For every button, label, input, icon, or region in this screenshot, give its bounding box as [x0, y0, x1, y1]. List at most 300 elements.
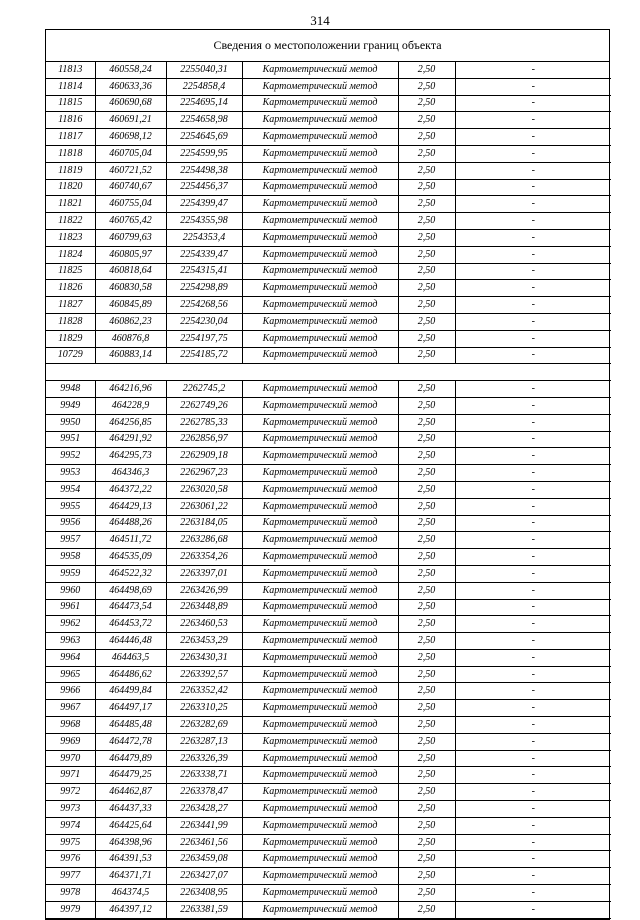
separator-cell — [46, 364, 611, 381]
point-number-cell: 11817 — [46, 129, 95, 146]
x-coordinate-cell: 464486,62 — [95, 666, 166, 683]
point-number-cell: 10729 — [46, 347, 95, 364]
table-row — [46, 145, 611, 162]
x-coordinate-cell: 460876,8 — [95, 330, 166, 347]
point-number-cell: 9969 — [46, 733, 95, 750]
y-coordinate-cell: 2254197,75 — [166, 330, 242, 347]
y-coordinate-cell: 2263338,71 — [166, 767, 242, 784]
point-number-cell: 9973 — [46, 801, 95, 818]
y-coordinate-cell: 2263061,22 — [166, 498, 242, 515]
table-row — [46, 515, 611, 532]
description-cell: - — [455, 515, 611, 532]
y-coordinate-cell: 2254230,04 — [166, 313, 242, 330]
y-coordinate-cell: 2263378,47 — [166, 784, 242, 801]
description-cell: - — [455, 62, 611, 78]
table-row — [46, 784, 611, 801]
point-number-cell: 9958 — [46, 549, 95, 566]
point-number-cell: 9968 — [46, 717, 95, 734]
table-row — [46, 834, 611, 851]
y-coordinate-cell: 2263354,26 — [166, 549, 242, 566]
point-number-cell: 9952 — [46, 448, 95, 465]
table-row — [46, 868, 611, 885]
y-coordinate-cell: 2263286,68 — [166, 532, 242, 549]
x-coordinate-cell: 464488,26 — [95, 515, 166, 532]
y-coordinate-cell: 2254858,4 — [166, 78, 242, 95]
table-row — [46, 196, 611, 213]
description-cell: - — [455, 313, 611, 330]
method-cell: Картометрический метод — [242, 145, 398, 162]
accuracy-cell: 2,50 — [398, 95, 455, 112]
table-row — [46, 616, 611, 633]
table-row — [46, 599, 611, 616]
accuracy-cell: 2,50 — [398, 381, 455, 398]
table-row — [46, 280, 611, 297]
accuracy-cell: 2,50 — [398, 246, 455, 263]
accuracy-cell: 2,50 — [398, 397, 455, 414]
method-cell: Картометрический метод — [242, 162, 398, 179]
y-coordinate-cell: 2263460,53 — [166, 616, 242, 633]
point-number-cell: 11823 — [46, 229, 95, 246]
point-number-cell: 11819 — [46, 162, 95, 179]
description-cell: - — [455, 616, 611, 633]
x-coordinate-cell: 464498,69 — [95, 582, 166, 599]
table-row — [46, 683, 611, 700]
x-coordinate-cell: 460705,04 — [95, 145, 166, 162]
description-cell: - — [455, 465, 611, 482]
method-cell: Картометрический метод — [242, 229, 398, 246]
y-coordinate-cell: 2263453,29 — [166, 633, 242, 650]
description-cell: - — [455, 549, 611, 566]
x-coordinate-cell: 464535,09 — [95, 549, 166, 566]
method-cell: Картометрический метод — [242, 62, 398, 78]
point-number-cell: 9978 — [46, 885, 95, 902]
point-number-cell: 11826 — [46, 280, 95, 297]
description-cell: - — [455, 498, 611, 515]
y-coordinate-cell: 2254339,47 — [166, 246, 242, 263]
accuracy-cell: 2,50 — [398, 213, 455, 230]
method-cell: Картометрический метод — [242, 263, 398, 280]
point-number-cell: 11824 — [46, 246, 95, 263]
method-cell: Картометрический метод — [242, 213, 398, 230]
table-row — [46, 767, 611, 784]
y-coordinate-cell: 2254456,37 — [166, 179, 242, 196]
method-cell: Картометрический метод — [242, 431, 398, 448]
point-number-cell: 9963 — [46, 633, 95, 650]
point-number-cell: 9979 — [46, 901, 95, 918]
description-cell: - — [455, 801, 611, 818]
accuracy-cell: 2,50 — [398, 582, 455, 599]
table-row — [46, 313, 611, 330]
table-row — [46, 666, 611, 683]
method-cell: Картометрический метод — [242, 817, 398, 834]
description-cell: - — [455, 666, 611, 683]
y-coordinate-cell: 2254658,98 — [166, 112, 242, 129]
method-cell: Картометрический метод — [242, 246, 398, 263]
description-cell: - — [455, 397, 611, 414]
table-row — [46, 95, 611, 112]
x-coordinate-cell: 464479,25 — [95, 767, 166, 784]
method-cell: Картометрический метод — [242, 532, 398, 549]
y-coordinate-cell: 2263441,99 — [166, 817, 242, 834]
method-cell: Картометрический метод — [242, 498, 398, 515]
table-row — [46, 414, 611, 431]
description-cell: - — [455, 733, 611, 750]
x-coordinate-cell: 464391,53 — [95, 851, 166, 868]
method-cell: Картометрический метод — [242, 901, 398, 918]
x-coordinate-cell: 464511,72 — [95, 532, 166, 549]
table-row — [46, 213, 611, 230]
description-cell: - — [455, 717, 611, 734]
x-coordinate-cell: 460691,21 — [95, 112, 166, 129]
method-cell: Картометрический метод — [242, 313, 398, 330]
accuracy-cell: 2,50 — [398, 313, 455, 330]
method-cell: Картометрический метод — [242, 700, 398, 717]
method-cell: Картометрический метод — [242, 851, 398, 868]
description-cell: - — [455, 700, 611, 717]
table-row — [46, 901, 611, 918]
table-row — [46, 347, 611, 364]
description-cell: - — [455, 817, 611, 834]
x-coordinate-cell: 464437,33 — [95, 801, 166, 818]
table-row — [46, 129, 611, 146]
description-cell: - — [455, 414, 611, 431]
description-cell: - — [455, 330, 611, 347]
point-number-cell: 9950 — [46, 414, 95, 431]
accuracy-cell: 2,50 — [398, 834, 455, 851]
method-cell: Картометрический метод — [242, 649, 398, 666]
description-cell: - — [455, 162, 611, 179]
point-number-cell: 11814 — [46, 78, 95, 95]
y-coordinate-cell: 2263381,59 — [166, 901, 242, 918]
x-coordinate-cell: 464374,5 — [95, 885, 166, 902]
table-row — [46, 162, 611, 179]
accuracy-cell: 2,50 — [398, 162, 455, 179]
description-cell: - — [455, 851, 611, 868]
point-number-cell: 11813 — [46, 62, 95, 78]
method-cell: Картометрический метод — [242, 481, 398, 498]
x-coordinate-cell: 460883,14 — [95, 347, 166, 364]
y-coordinate-cell: 2263392,57 — [166, 666, 242, 683]
accuracy-cell: 2,50 — [398, 431, 455, 448]
description-cell: - — [455, 229, 611, 246]
y-coordinate-cell: 2263448,89 — [166, 599, 242, 616]
point-number-cell: 9956 — [46, 515, 95, 532]
x-coordinate-cell: 464463,5 — [95, 649, 166, 666]
point-number-cell: 11818 — [46, 145, 95, 162]
y-coordinate-cell: 2262909,18 — [166, 448, 242, 465]
y-coordinate-cell: 2263427,07 — [166, 868, 242, 885]
y-coordinate-cell: 2254315,41 — [166, 263, 242, 280]
accuracy-cell: 2,50 — [398, 229, 455, 246]
accuracy-cell: 2,50 — [398, 868, 455, 885]
method-cell: Картометрический метод — [242, 414, 398, 431]
method-cell: Картометрический метод — [242, 347, 398, 364]
description-cell: - — [455, 280, 611, 297]
method-cell: Картометрический метод — [242, 834, 398, 851]
method-cell: Картометрический метод — [242, 565, 398, 582]
y-coordinate-cell: 2263430,31 — [166, 649, 242, 666]
method-cell: Картометрический метод — [242, 733, 398, 750]
accuracy-cell: 2,50 — [398, 145, 455, 162]
point-number-cell: 11828 — [46, 313, 95, 330]
method-cell: Картометрический метод — [242, 297, 398, 314]
description-cell: - — [455, 532, 611, 549]
description-cell: - — [455, 582, 611, 599]
accuracy-cell: 2,50 — [398, 666, 455, 683]
accuracy-cell: 2,50 — [398, 649, 455, 666]
y-coordinate-cell: 2263287,13 — [166, 733, 242, 750]
y-coordinate-cell: 2262749,26 — [166, 397, 242, 414]
table-row — [46, 649, 611, 666]
accuracy-cell: 2,50 — [398, 515, 455, 532]
accuracy-cell: 2,50 — [398, 801, 455, 818]
method-cell: Картометрический метод — [242, 515, 398, 532]
point-number-cell: 9965 — [46, 666, 95, 683]
accuracy-cell: 2,50 — [398, 465, 455, 482]
table-row — [46, 297, 611, 314]
table-title: Сведения о местоположении границ объекта — [46, 30, 609, 62]
description-cell: - — [455, 565, 611, 582]
accuracy-cell: 2,50 — [398, 330, 455, 347]
description-cell: - — [455, 834, 611, 851]
y-coordinate-cell: 2263326,39 — [166, 750, 242, 767]
description-cell: - — [455, 145, 611, 162]
y-coordinate-cell: 2263310,25 — [166, 700, 242, 717]
description-cell: - — [455, 196, 611, 213]
y-coordinate-cell: 2263020,58 — [166, 481, 242, 498]
y-coordinate-cell: 2263428,27 — [166, 801, 242, 818]
table-row — [46, 582, 611, 599]
point-number-cell: 9976 — [46, 851, 95, 868]
y-coordinate-cell: 2263408,95 — [166, 885, 242, 902]
y-coordinate-cell: 2262856,97 — [166, 431, 242, 448]
x-coordinate-cell: 464429,13 — [95, 498, 166, 515]
accuracy-cell: 2,50 — [398, 784, 455, 801]
accuracy-cell: 2,50 — [398, 750, 455, 767]
y-coordinate-cell: 2254645,69 — [166, 129, 242, 146]
method-cell: Картометрический метод — [242, 280, 398, 297]
accuracy-cell: 2,50 — [398, 347, 455, 364]
description-cell: - — [455, 767, 611, 784]
description-cell: - — [455, 448, 611, 465]
accuracy-cell: 2,50 — [398, 112, 455, 129]
x-coordinate-cell: 460818,64 — [95, 263, 166, 280]
x-coordinate-cell: 464295,73 — [95, 448, 166, 465]
x-coordinate-cell: 460740,67 — [95, 179, 166, 196]
accuracy-cell: 2,50 — [398, 700, 455, 717]
point-number-cell: 9977 — [46, 868, 95, 885]
x-coordinate-cell: 460862,23 — [95, 313, 166, 330]
method-cell: Картометрический метод — [242, 465, 398, 482]
method-cell: Картометрический метод — [242, 750, 398, 767]
y-coordinate-cell: 2254695,14 — [166, 95, 242, 112]
accuracy-cell: 2,50 — [398, 851, 455, 868]
table-row — [46, 851, 611, 868]
y-coordinate-cell: 2263282,69 — [166, 717, 242, 734]
method-cell: Картометрический метод — [242, 95, 398, 112]
x-coordinate-cell: 464346,3 — [95, 465, 166, 482]
accuracy-cell: 2,50 — [398, 481, 455, 498]
point-number-cell: 9970 — [46, 750, 95, 767]
x-coordinate-cell: 464497,17 — [95, 700, 166, 717]
table-row — [46, 78, 611, 95]
description-cell: - — [455, 95, 611, 112]
y-coordinate-cell: 2263352,42 — [166, 683, 242, 700]
description-cell: - — [455, 633, 611, 650]
point-number-cell: 9972 — [46, 784, 95, 801]
coordinates-table-sheet — [45, 29, 610, 920]
y-coordinate-cell: 2254268,56 — [166, 297, 242, 314]
method-cell: Картометрический метод — [242, 717, 398, 734]
x-coordinate-cell: 460558,24 — [95, 62, 166, 78]
x-coordinate-cell: 460690,68 — [95, 95, 166, 112]
y-coordinate-cell: 2254298,89 — [166, 280, 242, 297]
table-row — [46, 700, 611, 717]
table-row — [46, 381, 611, 398]
accuracy-cell: 2,50 — [398, 767, 455, 784]
table-row — [46, 717, 611, 734]
method-cell: Картометрический метод — [242, 633, 398, 650]
description-cell: - — [455, 297, 611, 314]
description-cell: - — [455, 868, 611, 885]
accuracy-cell: 2,50 — [398, 616, 455, 633]
table-row — [46, 481, 611, 498]
x-coordinate-cell: 464372,22 — [95, 481, 166, 498]
table-row — [46, 397, 611, 414]
method-cell: Картометрический метод — [242, 179, 398, 196]
x-coordinate-cell: 464485,48 — [95, 717, 166, 734]
table-row — [46, 498, 611, 515]
method-cell: Картометрический метод — [242, 767, 398, 784]
x-coordinate-cell: 464479,89 — [95, 750, 166, 767]
x-coordinate-cell: 460799,63 — [95, 229, 166, 246]
description-cell: - — [455, 112, 611, 129]
y-coordinate-cell: 2262745,2 — [166, 381, 242, 398]
section-separator-row — [46, 364, 611, 381]
description-cell: - — [455, 179, 611, 196]
description-cell: - — [455, 649, 611, 666]
point-number-cell: 9964 — [46, 649, 95, 666]
accuracy-cell: 2,50 — [398, 885, 455, 902]
y-coordinate-cell: 2254353,4 — [166, 229, 242, 246]
table-row — [46, 817, 611, 834]
method-cell: Картометрический метод — [242, 582, 398, 599]
x-coordinate-cell: 464472,78 — [95, 733, 166, 750]
table-row — [46, 263, 611, 280]
y-coordinate-cell: 2254599,95 — [166, 145, 242, 162]
method-cell: Картометрический метод — [242, 784, 398, 801]
point-number-cell: 9974 — [46, 817, 95, 834]
accuracy-cell: 2,50 — [398, 414, 455, 431]
table-row — [46, 549, 611, 566]
method-cell: Картометрический метод — [242, 330, 398, 347]
description-cell: - — [455, 901, 611, 918]
point-number-cell: 9957 — [46, 532, 95, 549]
y-coordinate-cell: 2263459,08 — [166, 851, 242, 868]
accuracy-cell: 2,50 — [398, 78, 455, 95]
description-cell: - — [455, 683, 611, 700]
table-row — [46, 62, 611, 78]
x-coordinate-cell: 464291,92 — [95, 431, 166, 448]
x-coordinate-cell: 464499,84 — [95, 683, 166, 700]
description-cell: - — [455, 263, 611, 280]
x-coordinate-cell: 460755,04 — [95, 196, 166, 213]
x-coordinate-cell: 464228,9 — [95, 397, 166, 414]
method-cell: Картометрический метод — [242, 868, 398, 885]
table-row — [46, 633, 611, 650]
y-coordinate-cell: 2255040,31 — [166, 62, 242, 78]
point-number-cell: 11822 — [46, 213, 95, 230]
method-cell: Картометрический метод — [242, 397, 398, 414]
accuracy-cell: 2,50 — [398, 498, 455, 515]
table-row — [46, 431, 611, 448]
description-cell: - — [455, 246, 611, 263]
accuracy-cell: 2,50 — [398, 280, 455, 297]
table-row — [46, 532, 611, 549]
table-body — [46, 62, 611, 918]
table-row — [46, 330, 611, 347]
point-number-cell: 9949 — [46, 397, 95, 414]
description-cell: - — [455, 431, 611, 448]
table-row — [46, 246, 611, 263]
description-cell: - — [455, 78, 611, 95]
accuracy-cell: 2,50 — [398, 62, 455, 78]
x-coordinate-cell: 464522,32 — [95, 565, 166, 582]
x-coordinate-cell: 464425,64 — [95, 817, 166, 834]
x-coordinate-cell: 464453,72 — [95, 616, 166, 633]
method-cell: Картометрический метод — [242, 78, 398, 95]
y-coordinate-cell: 2262785,33 — [166, 414, 242, 431]
accuracy-cell: 2,50 — [398, 733, 455, 750]
method-cell: Картометрический метод — [242, 196, 398, 213]
point-number-cell: 11825 — [46, 263, 95, 280]
description-cell: - — [455, 784, 611, 801]
x-coordinate-cell: 464446,48 — [95, 633, 166, 650]
y-coordinate-cell: 2254399,47 — [166, 196, 242, 213]
method-cell: Картометрический метод — [242, 112, 398, 129]
description-cell: - — [455, 347, 611, 364]
point-number-cell: 9961 — [46, 599, 95, 616]
x-coordinate-cell: 460633,36 — [95, 78, 166, 95]
point-number-cell: 11815 — [46, 95, 95, 112]
table-row — [46, 229, 611, 246]
accuracy-cell: 2,50 — [398, 901, 455, 918]
y-coordinate-cell: 2254498,38 — [166, 162, 242, 179]
table-row — [46, 179, 611, 196]
y-coordinate-cell: 2254185,72 — [166, 347, 242, 364]
accuracy-cell: 2,50 — [398, 683, 455, 700]
accuracy-cell: 2,50 — [398, 549, 455, 566]
x-coordinate-cell: 464397,12 — [95, 901, 166, 918]
method-cell: Картометрический метод — [242, 616, 398, 633]
description-cell: - — [455, 750, 611, 767]
point-number-cell: 9951 — [46, 431, 95, 448]
table-row — [46, 801, 611, 818]
x-coordinate-cell: 464216,96 — [95, 381, 166, 398]
point-number-cell: 9966 — [46, 683, 95, 700]
accuracy-cell: 2,50 — [398, 179, 455, 196]
x-coordinate-cell: 464398,96 — [95, 834, 166, 851]
x-coordinate-cell: 460830,58 — [95, 280, 166, 297]
method-cell: Картометрический метод — [242, 801, 398, 818]
accuracy-cell: 2,50 — [398, 817, 455, 834]
accuracy-cell: 2,50 — [398, 717, 455, 734]
x-coordinate-cell: 464256,85 — [95, 414, 166, 431]
method-cell: Картометрический метод — [242, 666, 398, 683]
accuracy-cell: 2,50 — [398, 129, 455, 146]
point-number-cell: 9955 — [46, 498, 95, 515]
table-row — [46, 565, 611, 582]
